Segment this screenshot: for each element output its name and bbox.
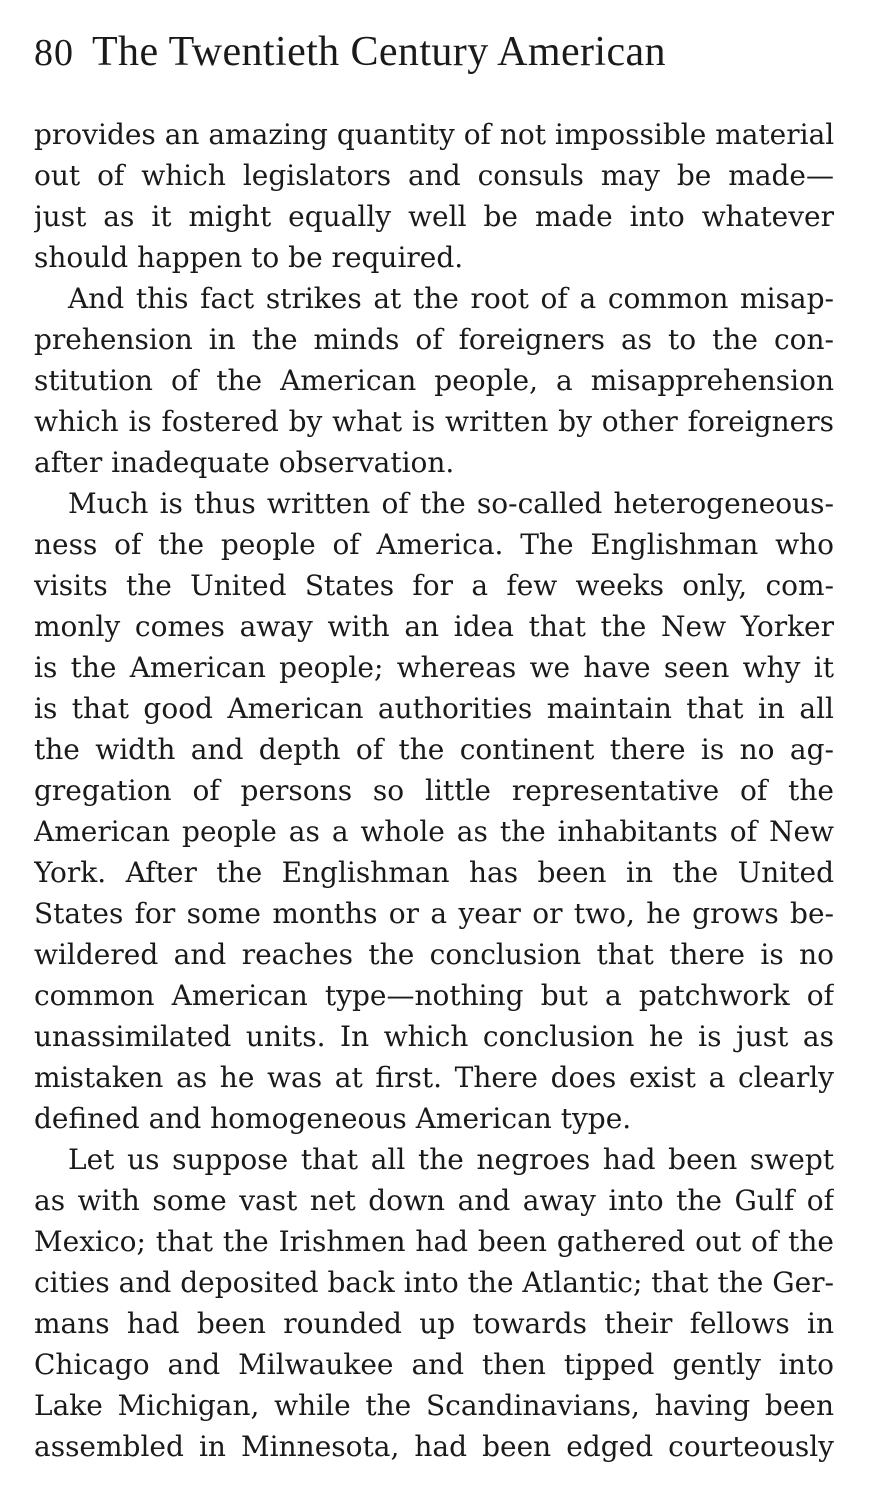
text-line: provides an amazing quantity of not impossible material <box>34 118 834 151</box>
text-line: Lake Michigan, while the Scandinavians, having been <box>34 1389 834 1422</box>
text-line: as with some vast net down and away into the Gulf of <box>34 1184 834 1217</box>
text-line: the width and depth of the continent there is no ag- <box>34 733 834 766</box>
text-line: stitution of the American people, a misapprehension <box>34 364 834 397</box>
text-line: States for some months or a year or two, he grows be- <box>34 897 834 930</box>
text-line: unassimilated units. In which conclusion he is just as <box>34 1020 834 1053</box>
text-line: mistaken as he was at first. There does exist a clearly <box>34 1061 834 1094</box>
book-title: The Twentieth Century American <box>92 29 666 75</box>
text-line: is the American people; whereas we have seen why it <box>34 651 834 684</box>
paragraph-first-line: Much is thus written of the so-called heterogeneous- <box>68 487 834 520</box>
text-line: gregation of persons so little representative of the <box>34 774 834 807</box>
text-line: Mexico; that the Irishmen had been gathered out of the <box>34 1225 834 1258</box>
text-line: mans had been rounded up towards their fellows in <box>34 1307 834 1340</box>
paragraph-first-line: Let us suppose that all the negroes had been swept <box>68 1143 834 1176</box>
body-text <box>34 114 834 1467</box>
text-line: visits the United States for a few weeks only, com- <box>34 569 834 602</box>
text-line: wildered and reaches the conclusion that there is no <box>34 938 834 971</box>
text-line: assembled in Minnesota, had been edged courteously <box>34 1430 834 1463</box>
text-line: out of which legislators and consuls may be made— <box>34 159 834 192</box>
text-line: which is fostered by what is written by other foreigners <box>34 405 834 438</box>
text-line: just as it might equally well be made into whatever <box>34 200 834 233</box>
text-line: after inadequate observation. <box>34 446 455 479</box>
text-line: defined and homogeneous American type. <box>34 1102 632 1135</box>
text-line: common American type—nothing but a patchwork of <box>34 979 834 1012</box>
text-line: is that good American authorities maintain that in all <box>34 692 834 725</box>
page-number: 80 <box>34 32 74 74</box>
text-line: prehension in the minds of foreigners as to the con- <box>34 323 834 356</box>
text-line: York. After the Englishman has been in the United <box>34 856 834 889</box>
text-line: ness of the people of America. The Englishman who <box>34 528 834 561</box>
text-line: American people as a whole as the inhabitants of New <box>34 815 834 848</box>
text-line: monly comes away with an idea that the New Yorker <box>34 610 834 643</box>
running-head <box>34 28 844 84</box>
text-line: should happen to be required. <box>34 241 464 274</box>
paragraph-first-line: And this fact strikes at the root of a common misap- <box>68 282 834 315</box>
text-line: cities and deposited back into the Atlantic; that the Ger- <box>34 1266 834 1299</box>
text-line: Chicago and Milwaukee and then tipped gently into <box>34 1348 834 1381</box>
